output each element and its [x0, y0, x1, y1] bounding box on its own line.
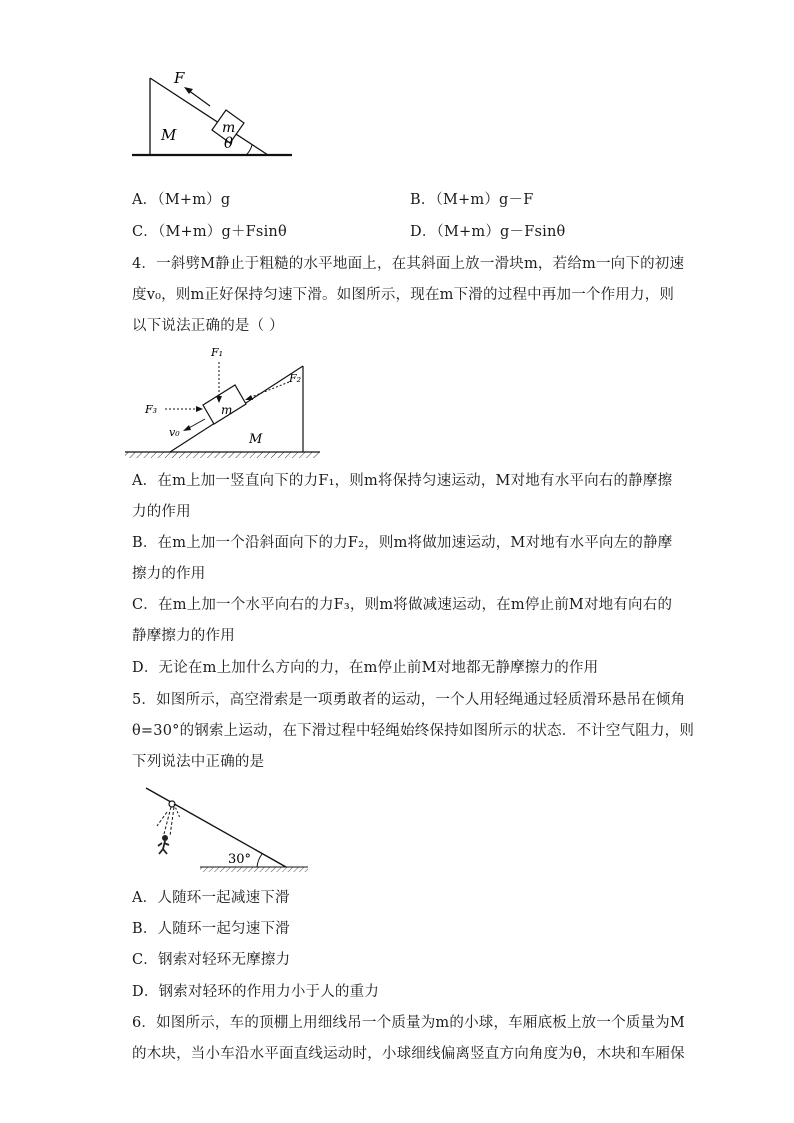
q4-label-v0: v₀ [169, 426, 180, 439]
q3-option-a: A．（M+m）g [132, 192, 231, 208]
q4-label-M: M [249, 432, 263, 447]
q4-stem-line-1: 4．一斜劈M静止于粗糙的水平地面上，在其斜面上放一滑块m，若给m一向下的初速 [132, 256, 685, 272]
q5-option-c: C．钢索对轻环无摩擦力 [132, 952, 291, 968]
q4-option-d: D．无论在m上加什么方向的力，在m停止前M对地都无静摩擦力的作用 [132, 660, 599, 676]
q5-option-d: D．钢索对轻环的作用力小于人的重力 [132, 984, 380, 1000]
q5-stem-line-1: 5．如图所示，高空滑索是一项勇敢者的运动，一个人用轻绳通过轻质滑环悬吊在倾角 [132, 692, 686, 708]
q4-stem-line-3: 以下说法正确的是（ ） [132, 318, 284, 334]
q5-stem-line-3: 下列说法中正确的是 [132, 754, 265, 770]
q3-label-F: F [174, 69, 185, 87]
q6-stem-line-2: 的木块，当小车沿水平面直线运动时，小球细线偏离竖直方向角度为θ，木块和车厢保 [132, 1046, 685, 1062]
q5-zipline-figure [140, 782, 315, 877]
q3-option-d: D．（M+m）g－Fsinθ [410, 224, 566, 240]
q5-angle-label: 30° [228, 852, 252, 867]
q3-label-m: m [222, 120, 236, 136]
q4-incline-figure [125, 342, 325, 460]
q4-option-b-line-2: 擦力的作用 [132, 566, 206, 582]
q4-label-m: m [221, 403, 233, 417]
q5-option-b: B．人随环一起匀速下滑 [132, 921, 290, 937]
q5-stem-line-2: θ=30°的钢索上运动，在下滑过程中轻绳始终保持如图所示的状态．不计空气阻力，则 [132, 723, 695, 739]
q4-label-F3: F₃ [145, 403, 158, 416]
q4-label-F2: F₂ [289, 372, 302, 385]
q4-stem-line-2: 度v₀，则m正好保持匀速下滑。如图所示，现在m下滑的过程中再加一个作用力，则 [132, 287, 675, 303]
q3-option-c: C．（M+m）g＋Fsinθ [132, 224, 287, 240]
q3-label-theta: θ [224, 134, 234, 152]
q4-label-F1: F₁ [211, 346, 224, 359]
q3-incline-figure [128, 68, 298, 160]
q6-stem-line-1: 6．如图所示，车的顶棚上用细线吊一个质量为m的小球，车厢底板上放一个质量为M [132, 1015, 685, 1031]
q3-label-M: M [161, 126, 177, 144]
q4-option-b-line-1: B．在m上加一个沿斜面向下的力F₂，则m将做加速运动，M对地有水平向左的静摩 [132, 535, 673, 551]
q4-option-c-line-1: C．在m上加一个水平向右的力F₃，则m将做减速运动，在m停止前M对地有向右的 [132, 597, 673, 613]
q4-option-a-line-2: 力的作用 [132, 504, 191, 520]
q4-option-a-line-1: A．在m上加一竖直向下的力F₁，则m将保持匀速运动，M对地有水平向右的静摩擦 [132, 473, 673, 489]
q5-option-a: A．人随环一起减速下滑 [132, 890, 290, 906]
q4-option-c-line-2: 静摩擦力的作用 [132, 628, 235, 644]
q3-option-b: B．（M+m）g－F [410, 192, 534, 208]
